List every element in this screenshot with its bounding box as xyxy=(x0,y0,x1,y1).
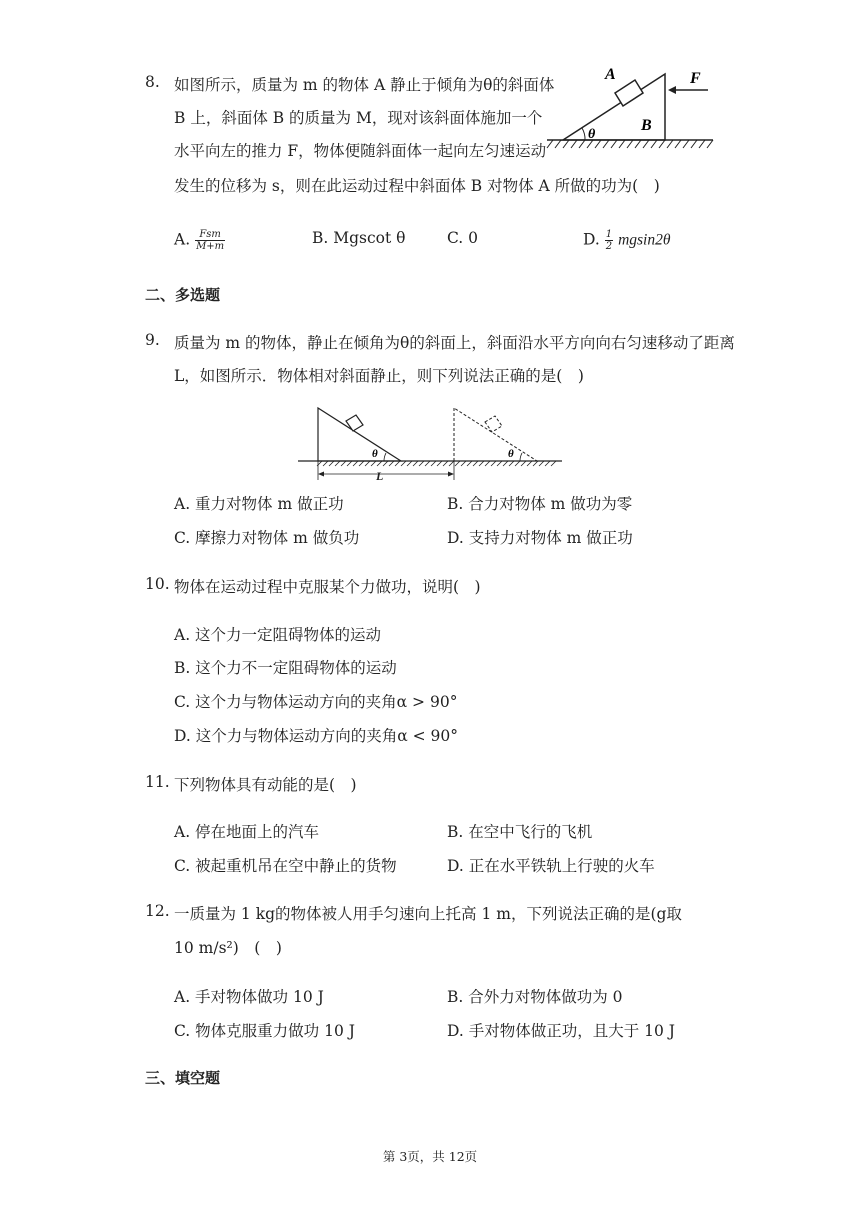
q8-option-d-fraction xyxy=(605,229,613,252)
q8-option-d-expression: mgsin2θ xyxy=(618,231,671,249)
q11-option-a: A. 停在地面上的汽车 xyxy=(174,823,320,841)
q9-option-c: C. 摩擦力对物体 m 做负功 xyxy=(174,529,360,547)
q8-option-a-numerator: Fsm xyxy=(195,229,225,241)
q8-text-line4: 发生的位移为 s，则在此运动过程中斜面体 B 对物体 A 所做的功为( ) xyxy=(174,177,660,195)
q11-option-c: C. 被起重机吊在空中静止的货物 xyxy=(174,857,397,875)
q10-option-d: D. 这个力与物体运动方向的夹角α < 90° xyxy=(174,727,459,745)
q8-option-a-denominator: M+m xyxy=(196,241,225,252)
q11-option-b: B. 在空中飞行的飞机 xyxy=(447,823,593,841)
q8-option-b: B. Mgscot θ xyxy=(312,229,406,247)
q9-incline-start xyxy=(318,408,401,461)
q8-text-line2: B 上，斜面体 B 的质量为 M，现对该斜面体施加一个 xyxy=(174,109,543,127)
q11-number: 11. xyxy=(145,773,170,791)
q8-incline-figure xyxy=(545,60,715,155)
q8-block-a xyxy=(615,80,643,106)
page-footer: 第 3页，共 12页 xyxy=(382,1149,478,1164)
q8-option-d-label: D. xyxy=(583,230,600,249)
q10-option-b: B. 这个力不一定阻碍物体的运动 xyxy=(174,659,397,677)
q9-label-l: L xyxy=(376,469,384,483)
q8-option-a xyxy=(174,229,225,252)
q12-option-d: D. 手对物体做正功，且大于 10 J xyxy=(447,1022,676,1040)
q11-option-d: D. 正在水平铁轨上行驶的火车 xyxy=(447,857,655,875)
q9-moving-incline-figure xyxy=(296,400,564,486)
q9-option-b: B. 合力对物体 m 做功为零 xyxy=(447,495,633,513)
q8-option-a-fraction xyxy=(195,229,225,252)
q8-option-c: C. 0 xyxy=(447,229,479,247)
q12-text-line1: 一质量为 1 kg的物体被人用手匀速向上托高 1 m，下列说法正确的是(g取 xyxy=(174,905,682,923)
q8-label-a: A xyxy=(605,66,616,83)
q10-option-a: A. 这个力一定阻碍物体的运动 xyxy=(174,626,382,644)
q12-option-c: C. 物体克服重力做功 10 J xyxy=(174,1022,355,1040)
q8-text-line1: 如图所示，质量为 m 的物体 A 静止于倾角为θ的斜面体 xyxy=(174,76,555,94)
q8-label-b: B xyxy=(641,117,652,134)
q12-number: 12. xyxy=(145,902,170,920)
q9-text-line1: 质量为 m 的物体，静止在倾角为θ的斜面上，斜面沿水平方向向右匀速移动了距离 xyxy=(174,334,735,352)
q12-option-b: B. 合外力对物体做功为 0 xyxy=(447,988,623,1006)
q11-text-line1: 下列物体具有动能的是( ) xyxy=(174,776,357,794)
q9-label-theta-end: θ xyxy=(508,448,514,460)
q9-number: 9. xyxy=(145,331,160,349)
section-title-fill-in-blank: 三、填空题 xyxy=(145,1069,221,1087)
q8-number: 8. xyxy=(145,73,160,91)
q9-label-theta-start: θ xyxy=(372,448,378,460)
q8-label-f: F xyxy=(690,70,701,87)
q8-option-a-label: A. xyxy=(174,230,191,249)
q8-option-d-denominator: 2 xyxy=(605,241,613,252)
q8-text-line3: 水平向左的推力 F，物体便随斜面体一起向左匀速运动 xyxy=(174,142,547,160)
q9-text-line2: L，如图所示．物体相对斜面静止，则下列说法正确的是( ) xyxy=(174,367,584,385)
q12-option-a: A. 手对物体做功 10 J xyxy=(174,988,324,1006)
q8-option-d xyxy=(583,229,670,252)
q9-option-a: A. 重力对物体 m 做正功 xyxy=(174,495,344,513)
q10-number: 10. xyxy=(145,575,170,593)
q10-option-c: C. 这个力与物体运动方向的夹角α > 90° xyxy=(174,693,458,711)
q12-text-line2: 10 m/s²) ( ) xyxy=(174,939,282,957)
q9-option-d: D. 支持力对物体 m 做正功 xyxy=(447,529,633,547)
q8-option-d-numerator: 1 xyxy=(605,229,613,240)
q8-label-theta: θ xyxy=(588,127,596,142)
q10-text-line1: 物体在运动过程中克服某个力做功，说明( ) xyxy=(174,578,481,596)
q9-block-end xyxy=(485,416,502,432)
section-title-multiple-choice: 二、多选题 xyxy=(145,286,221,304)
q9-block-start xyxy=(346,415,363,431)
